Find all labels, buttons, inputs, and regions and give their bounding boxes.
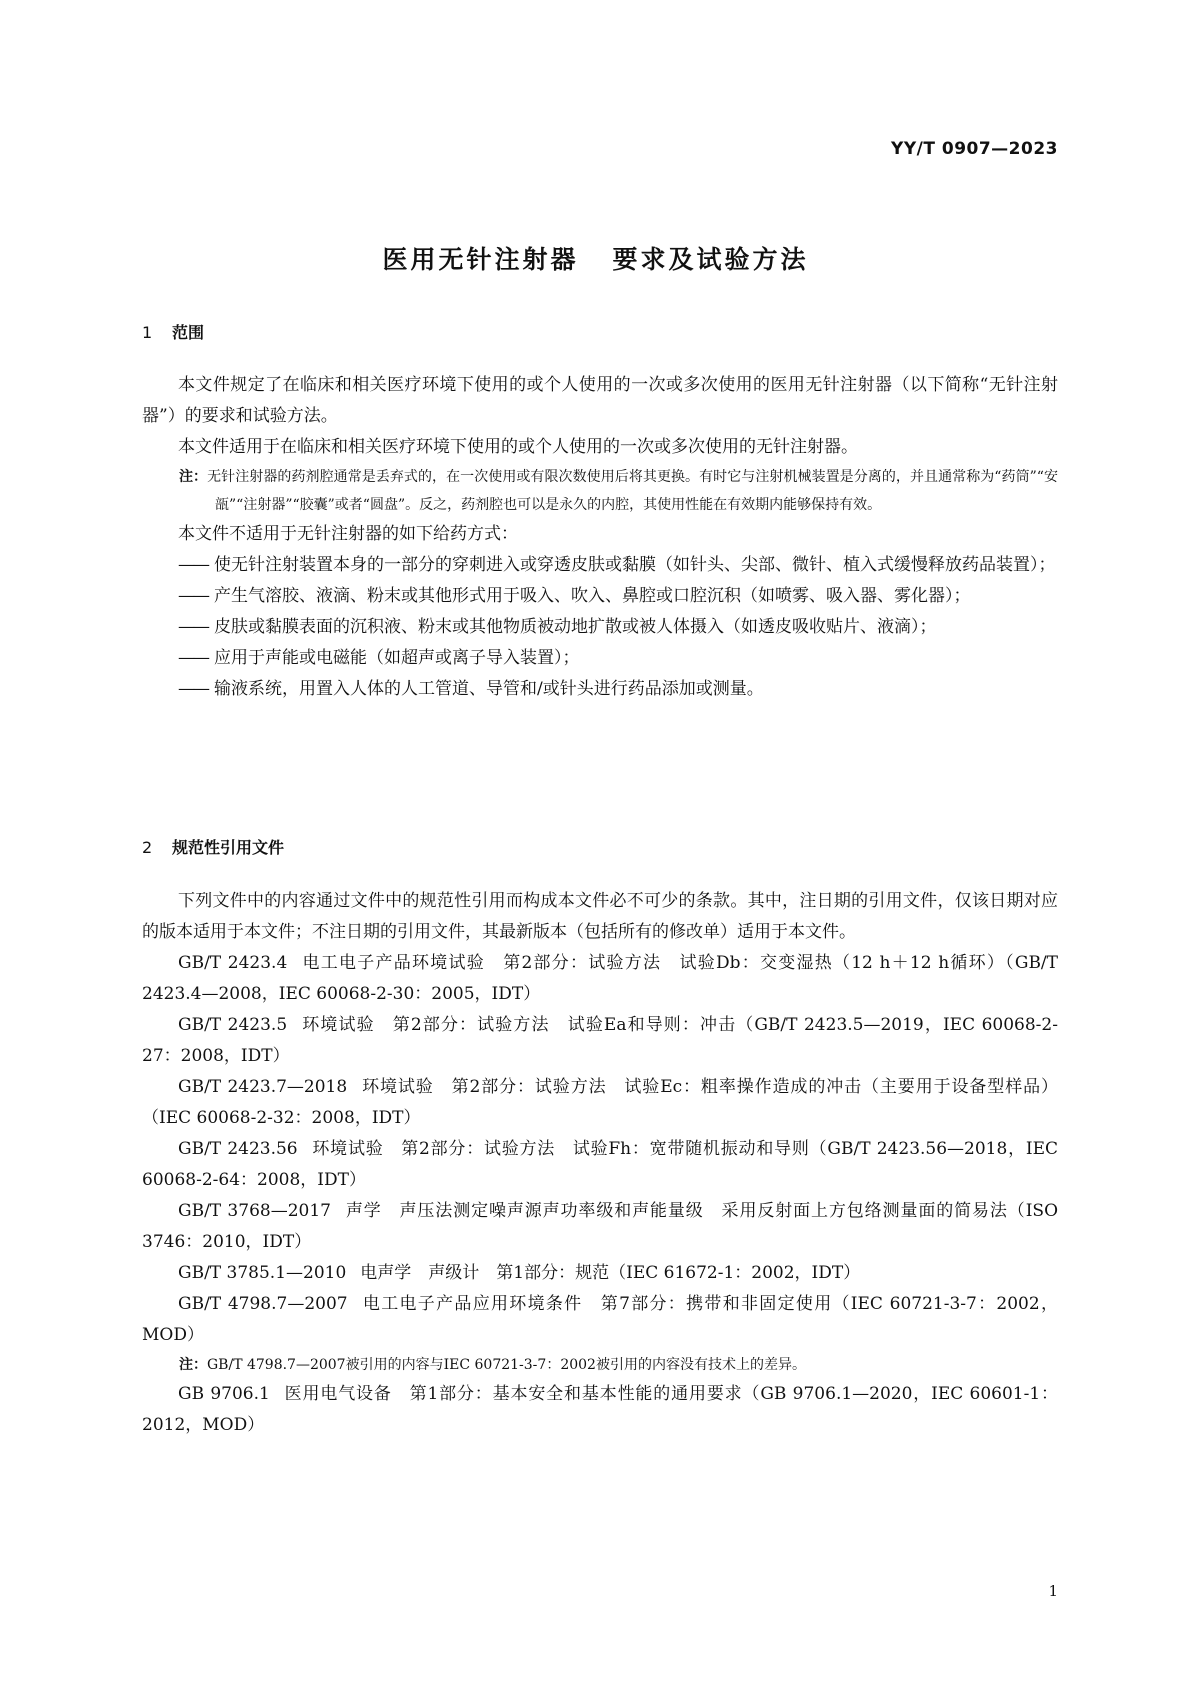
list-item-text: 应用于声能或电磁能（如超声或离子导入装置）； (214, 648, 580, 668)
list-item (142, 674, 1058, 705)
reference-entry (142, 1289, 1058, 1351)
reference-entry (142, 1196, 1058, 1258)
dash-mark: —— (178, 679, 208, 699)
list-item (142, 581, 1058, 612)
title-part-1: 医用无针注射器 (382, 245, 579, 274)
note-label: 注： (179, 1357, 207, 1373)
section-1-title: 范围 (172, 323, 205, 342)
scope-paragraph-1: 本文件规定了在临床和相关医疗环境下使用的或个人使用的一次或多次使用的医用无针注射器（以下简称“无针注射器”）的要求和试验方法。 (142, 375, 1058, 426)
reference-code: GB/T 2423.7—2018 (178, 1077, 348, 1097)
list-item-text: 产生气溶胶、液滴、粉末或其他形式用于吸入、吹入、鼻腔或口腔沉积（如喷雾、吸入器、雾化器）； (214, 586, 971, 606)
dash-mark: —— (178, 617, 208, 637)
scope-paragraph-2: 本文件适用于在临床和相关医疗环境下使用的或个人使用的一次或多次使用的无针注射器。 (178, 437, 858, 457)
list-item (142, 550, 1058, 581)
list-item-text: 皮肤或黏膜表面的沉积液、粉末或其他物质被动地扩散或被人体摄入（如透皮吸收贴片、液滴）； (214, 617, 937, 637)
reference-entry (142, 948, 1058, 1010)
section-2-title: 规范性引用文件 (172, 838, 285, 857)
note-text: 无针注射器的药剂腔通常是丢弃式的，在一次使用或有限次数使用后将其更换。有时它与注射机械装置是分离的，并且通常称为“药筒”“安瓿”“注射器”“胶囊”或者“圆盘”。反之，药剂腔也可以是永久的内腔，其使用性能在有效期内能够保持有效。 (207, 469, 1059, 513)
list-item (142, 643, 1058, 674)
scope-paragraph-3: 本文件不适用于无针注射器的如下给药方式： (178, 524, 518, 544)
reference-text: 环境试验 第2部分：试验方法 试验Ec：粗率操作造成的冲击（主要用于设备型样品）（IEC 60068-2-32：2008，IDT） (142, 1077, 1059, 1128)
references-note (142, 1351, 1058, 1379)
reference-entry (142, 1258, 1058, 1289)
list-item-text: 输液系统，用置入人体的人工管道、导管和/或针头进行药品添加或测量。 (214, 679, 764, 699)
section-1-heading (142, 320, 204, 343)
reference-code: GB/T 3768—2017 (178, 1201, 331, 1221)
reference-code: GB/T 4798.7—2007 (178, 1294, 348, 1314)
document-title (0, 240, 1191, 276)
reference-text: 环境试验 第2部分：试验方法 试验Fh：宽带随机振动和导则（GB/T 2423.56—2018，IEC 60068-2-64：2008，IDT） (142, 1139, 1058, 1190)
reference-entry (142, 1379, 1058, 1441)
reference-entry (142, 1072, 1058, 1134)
reference-text: 电声学 声级计 第1部分：规范（IEC 61672-1：2002，IDT） (360, 1263, 861, 1283)
section-2-number: 2 (142, 838, 153, 857)
reference-text: 环境试验 第2部分：试验方法 试验Ea和导则：冲击（GB/T 2423.5—2019，IEC 60068-2-27：2008，IDT） (142, 1015, 1058, 1066)
section-1-number: 1 (142, 323, 153, 342)
reference-code: GB/T 2423.56 (178, 1139, 298, 1159)
dash-mark: —— (178, 586, 208, 606)
list-item-text: 使无针注射装置本身的一部分的穿刺进入或穿透皮肤或黏膜（如针头、尖部、微针、植入式缓慢释放药品装置）； (214, 555, 1056, 575)
reference-text: 电工电子产品环境试验 第2部分：试验方法 试验Db：交变湿热（12 h＋12 h循环）（GB/T 2423.4—2008，IEC 60068-2-30：2005，IDT） (142, 953, 1059, 1004)
references-intro: 下列文件中的内容通过文件中的规范性引用而构成本文件必不可少的条款。其中，注日期的引用文件，仅该日期对应的版本适用于本文件；不注日期的引用文件，其最新版本（包括所有的修改单）适用于本文件。 (142, 891, 1058, 942)
reference-code: GB/T 2423.5 (178, 1015, 288, 1035)
reference-code: GB 9706.1 (178, 1384, 270, 1404)
dash-mark: —— (178, 648, 208, 668)
list-item (142, 612, 1058, 643)
page-number: 1 (1048, 1582, 1058, 1600)
note-text: GB/T 4798.7—2007被引用的内容与IEC 60721-3-7：2002被引用的内容没有技术上的差异。 (207, 1357, 806, 1373)
reference-text: 声学 声压法测定噪声源声功率级和声能量级 采用反射面上方包络测量面的简易法（ISO 3746：2010，IDT） (142, 1201, 1058, 1252)
scope-note (142, 463, 1058, 519)
reference-text: 电工电子产品应用环境条件 第7部分：携带和非固定使用（IEC 60721-3-7：2002，MOD） (142, 1294, 1058, 1345)
standard-code: YY/T 0907—2023 (891, 139, 1058, 159)
dash-mark: —— (178, 555, 208, 575)
section-2-heading (142, 835, 284, 858)
reference-entry (142, 1134, 1058, 1196)
note-label: 注： (179, 469, 208, 485)
title-part-2: 要求及试验方法 (612, 245, 809, 274)
reference-code: GB/T 3785.1—2010 (178, 1263, 347, 1283)
reference-entry (142, 1010, 1058, 1072)
reference-text: 医用电气设备 第1部分：基本安全和基本性能的通用要求（GB 9706.1—2020，IEC 60601-1：2012，MOD） (142, 1384, 1058, 1435)
section-1-body (142, 370, 1058, 705)
reference-code: GB/T 2423.4 (178, 953, 288, 973)
section-2-body (142, 886, 1058, 1441)
